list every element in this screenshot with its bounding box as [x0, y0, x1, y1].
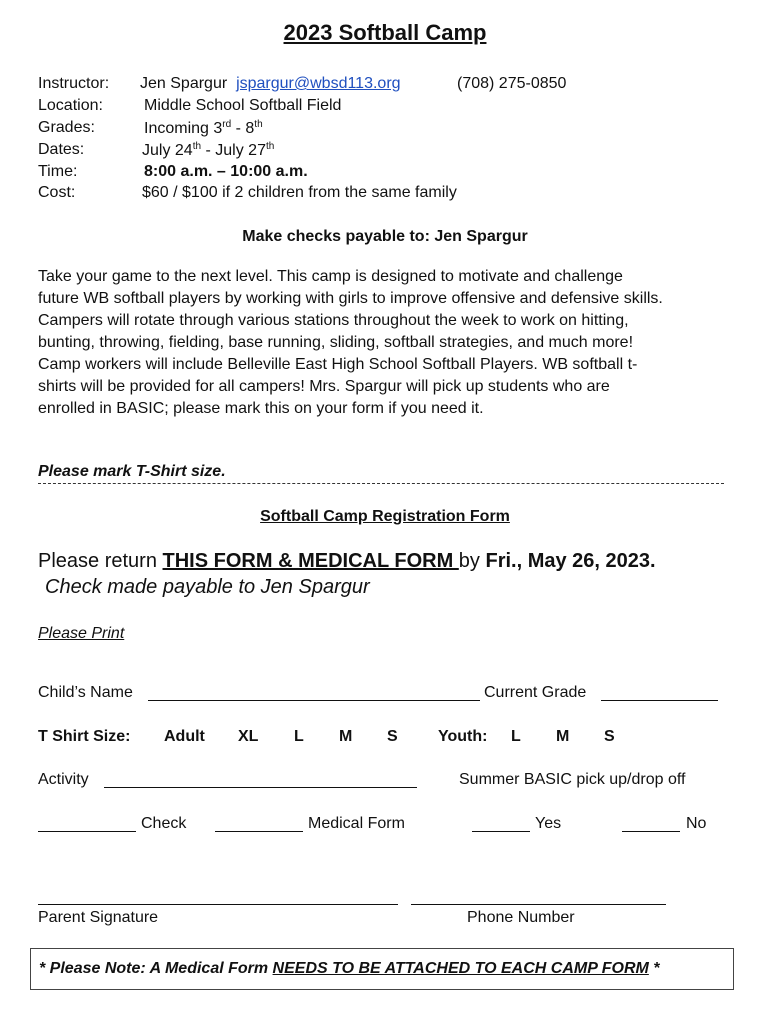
cost-value: $60 / $100 if 2 children from the same family: [142, 184, 457, 201]
parent-signature-field[interactable]: [38, 890, 398, 905]
description-line: bunting, throwing, fielding, base running, sliding, softball strategies, and much more!: [38, 334, 634, 351]
instructor-name-text: Jen Spargur: [140, 75, 228, 92]
youth-size-l[interactable]: L: [511, 728, 521, 745]
note-suffix: *: [648, 960, 660, 977]
description-line: future WB softball players by working with girls to improve offensive and defensive skills.: [38, 290, 663, 307]
instructor-phone: (708) 275-0850: [457, 75, 567, 92]
youth-label: Youth:: [438, 728, 488, 745]
phone-number-field[interactable]: [411, 890, 666, 905]
current-grade-field[interactable]: [601, 686, 718, 701]
adult-size-l[interactable]: L: [294, 728, 304, 745]
note-emphasis: NEEDS TO BE ATTACHED TO EACH CAMP FORM: [272, 960, 649, 977]
grades-start: Incoming 3: [144, 120, 223, 137]
medical-form-label: Medical Form: [308, 815, 405, 832]
cost-label: Cost:: [38, 184, 76, 201]
page-title: 2023 Softball Camp: [283, 20, 487, 45]
tshirt-note: Please mark T-Shirt size.: [38, 463, 226, 480]
camp-description: [38, 266, 738, 420]
basic-yes-field[interactable]: [472, 817, 530, 832]
cut-line-divider: [38, 483, 724, 484]
time-label: Time:: [38, 163, 78, 180]
check-label: Check: [141, 815, 187, 832]
instructor-label: Instructor:: [38, 75, 110, 92]
dates-end: - July 27: [201, 142, 266, 159]
youth-size-s[interactable]: S: [604, 728, 615, 745]
location-value: Middle School Softball Field: [144, 97, 342, 114]
adult-size-s[interactable]: S: [387, 728, 398, 745]
youth-size-m[interactable]: M: [556, 728, 570, 745]
location-label: Location:: [38, 97, 103, 114]
note-prefix: * Please Note: A Medical Form: [39, 960, 273, 977]
please-print: Please Print: [38, 625, 125, 642]
check-payable-line: Check made payable to Jen Spargur: [45, 576, 370, 598]
grades-value: [144, 119, 263, 138]
time-value: 8:00 a.m. – 10:00 a.m.: [144, 163, 308, 180]
basic-label: Summer BASIC pick up/drop off: [459, 771, 686, 788]
child-name-label: Child’s Name: [38, 684, 133, 701]
activity-field[interactable]: [104, 773, 417, 788]
medical-form-note: [30, 948, 734, 990]
description-line: shirts will be provided for all campers! Mrs. Spargur will pick up students who are: [38, 378, 610, 395]
grades-end: - 8: [231, 120, 255, 137]
parent-signature-label: Parent Signature: [38, 909, 159, 926]
return-by: by: [458, 550, 486, 572]
phone-number-label: Phone Number: [467, 909, 575, 926]
description-line: Take your game to the next level. This camp is designed to motivate and challenge: [38, 268, 623, 285]
adult-size-m[interactable]: M: [339, 728, 353, 745]
return-forms: THIS FORM & MEDICAL FORM: [162, 550, 459, 572]
medical-form-field[interactable]: [215, 817, 303, 832]
adult-label: Adult: [164, 728, 205, 745]
return-instruction: [38, 550, 656, 573]
grades-start-sup: rd: [222, 119, 232, 130]
instructor-name: [140, 75, 401, 93]
grades-label: Grades:: [38, 119, 95, 136]
return-prefix: Please return: [38, 550, 163, 572]
dates-label: Dates:: [38, 141, 85, 158]
basic-no-field[interactable]: [622, 817, 680, 832]
dates-start-sup: th: [192, 141, 202, 152]
grades-end-sup: th: [254, 119, 263, 130]
dates-end-sup: th: [265, 141, 275, 152]
basic-no-label: No: [686, 815, 707, 832]
tshirt-size-label: T Shirt Size:: [38, 728, 131, 745]
return-deadline: Fri., May 26, 2023.: [485, 550, 656, 572]
description-line: Camp workers will include Belleville East High School Softball Players. WB softball t-: [38, 356, 638, 373]
checks-payable: Make checks payable to: Jen Spargur: [242, 228, 528, 245]
current-grade-label: Current Grade: [484, 684, 587, 701]
description-line: enrolled in BASIC; please mark this on your form if you need it.: [38, 400, 484, 417]
basic-yes-label: Yes: [535, 815, 562, 832]
instructor-email-link[interactable]: jspargur@wbsd113.org: [236, 75, 401, 92]
activity-label: Activity: [38, 771, 89, 788]
adult-size-xl[interactable]: XL: [238, 728, 259, 745]
child-name-field[interactable]: [148, 686, 480, 701]
check-field[interactable]: [38, 817, 136, 832]
registration-title: Softball Camp Registration Form: [260, 508, 510, 525]
dates-start: July 24: [142, 142, 193, 159]
dates-value: [142, 141, 274, 160]
description-line: Campers will rotate through various stations throughout the week to work on hitting,: [38, 312, 629, 329]
